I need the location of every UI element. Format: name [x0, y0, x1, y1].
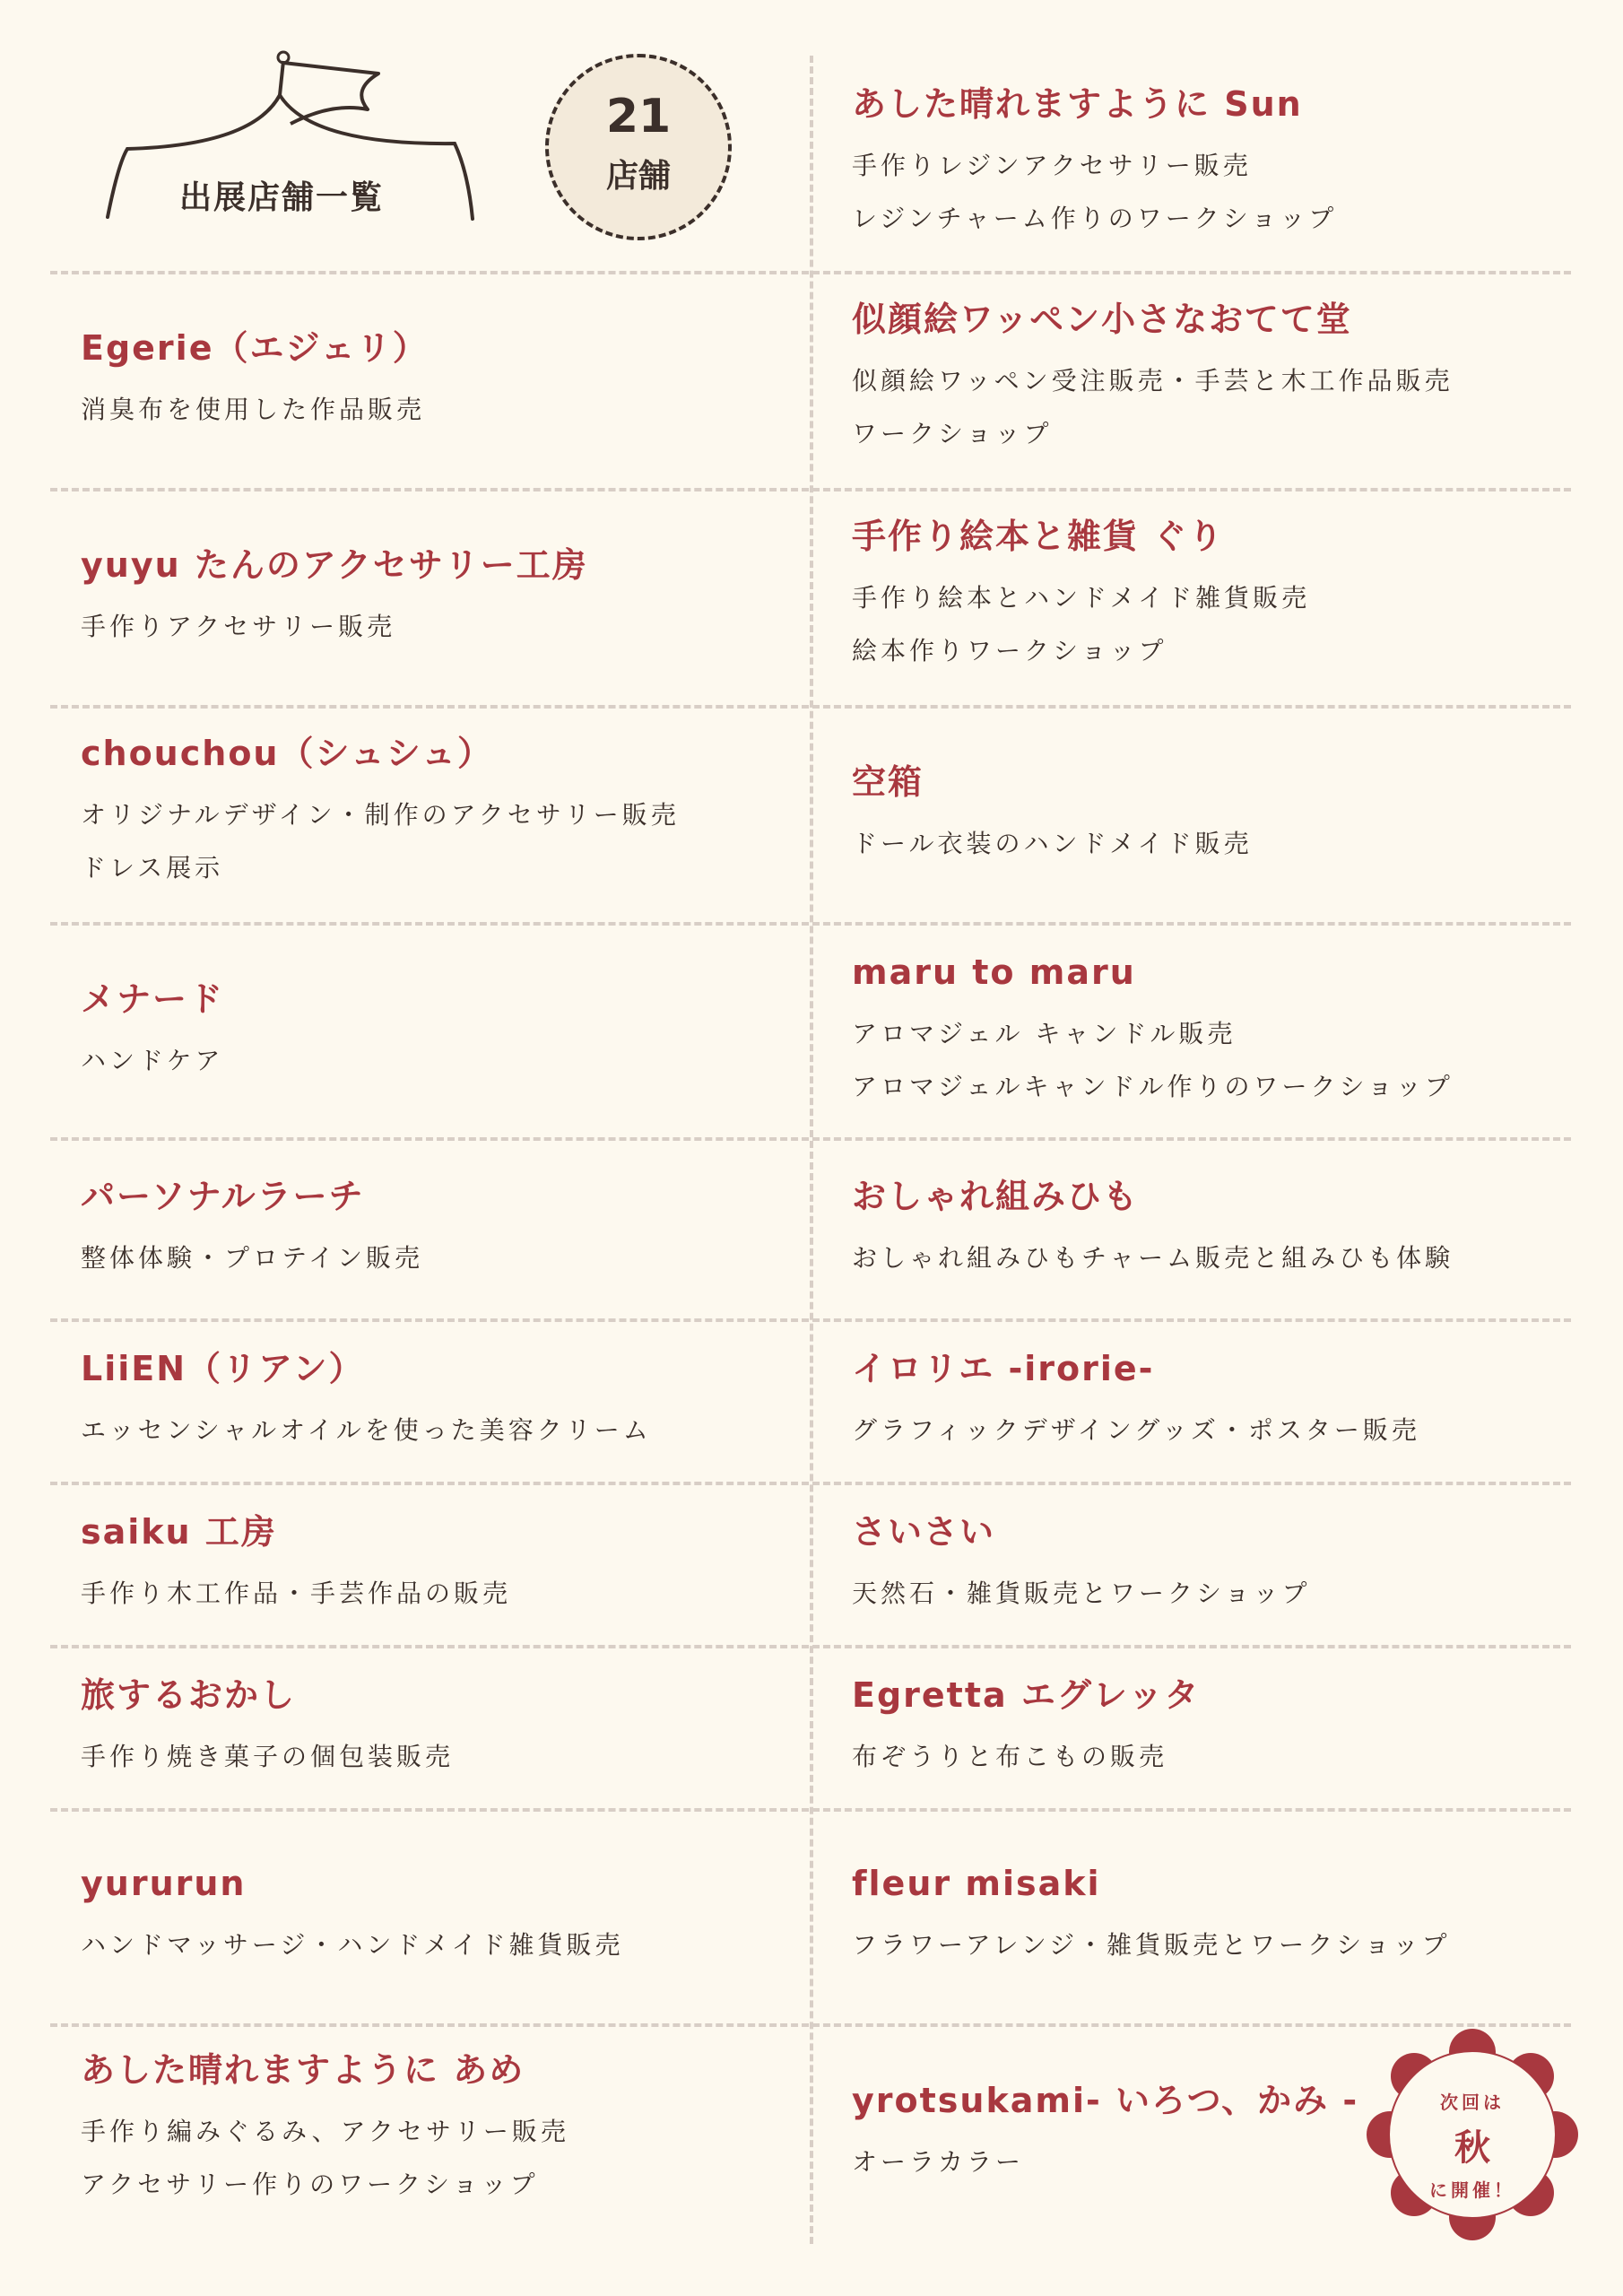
badge-bottom-text: に開催！ — [1429, 2179, 1515, 2201]
store-entry — [81, 547, 798, 641]
store-name: 手作り絵本と雑貨 ぐり — [852, 517, 1225, 556]
store-name: あした晴れますように あめ — [81, 2050, 525, 2090]
store-description: ハンドマッサージ・ハンドメイド雑貨販売 — [81, 1929, 624, 1960]
store-entry — [852, 1351, 1569, 1445]
store-name: maru to maru — [852, 952, 1136, 992]
store-description: 絵本作りワークショップ — [852, 636, 1167, 666]
store-name: yuyu たんのアクセサリー工房 — [81, 545, 588, 585]
store-name: chouchou（シュシュ） — [81, 734, 493, 773]
store-description: 消臭布を使用した作品販売 — [81, 394, 426, 424]
store-description: レジンチャーム作りのワークショップ — [852, 204, 1338, 234]
row-divider — [50, 1137, 1571, 1141]
row-divider — [50, 2023, 1571, 2027]
store-entry — [81, 1866, 798, 1960]
store-count-unit: 店舗 — [605, 158, 671, 195]
store-description: ドレス展示 — [81, 853, 224, 883]
store-name: 似顔絵ワッペン小さなおてて堂 — [852, 300, 1352, 339]
store-description: 手作りアクセサリー販売 — [81, 611, 396, 641]
store-count-badge — [545, 54, 732, 240]
store-description: 布ぞうりと布こもの販売 — [852, 1741, 1168, 1771]
store-name: あした晴れますように Sun — [852, 84, 1303, 124]
store-description: 手作りレジンアクセサリー販売 — [852, 150, 1252, 180]
store-entry — [81, 1677, 798, 1771]
badge-top-text: 次回は — [1440, 2092, 1505, 2113]
row-divider — [50, 922, 1571, 926]
store-entry — [81, 1178, 798, 1273]
store-description: 似顔絵ワッペン受注販売・手芸と木工作品販売 — [852, 365, 1454, 396]
store-description: ワークショップ — [852, 419, 1053, 449]
row-divider — [50, 1482, 1571, 1485]
store-entry — [81, 1351, 798, 1445]
store-name: saiku 工房 — [81, 1512, 277, 1552]
store-description: オリジナルデザイン・制作のアクセサリー販売 — [81, 799, 680, 830]
store-description: 手作り絵本とハンドメイド雑貨販売 — [852, 582, 1311, 613]
store-description: アクセサリー作りのワークショップ — [81, 2170, 539, 2200]
store-description: 手作り木工作品・手芸作品の販売 — [81, 1578, 512, 1608]
store-description: 手作り編みぐるみ、アクセサリー販売 — [81, 2116, 569, 2146]
store-entry — [852, 954, 1569, 1102]
store-description: ドール衣装のハンドメイド販売 — [852, 828, 1253, 858]
store-name: Egretta エグレッタ — [852, 1675, 1201, 1715]
store-name: 空箱 — [852, 762, 924, 802]
store-entry — [81, 2052, 798, 2200]
store-name: 旅するおかし — [81, 1675, 297, 1715]
store-name: fleur misaki — [852, 1864, 1101, 1903]
store-name: おしゃれ組みひも — [852, 1177, 1140, 1216]
store-description: 手作り焼き菓子の個包装販売 — [81, 1741, 455, 1771]
store-name: yrotsukami- いろつ、かみ - — [852, 2081, 1359, 2120]
store-name: LiiEN（リアン） — [81, 1349, 365, 1388]
badge-main-text: 秋 — [1454, 2127, 1490, 2169]
store-name: メナード — [81, 979, 225, 1019]
store-name: yururun — [81, 1864, 247, 1903]
row-divider — [50, 1808, 1571, 1812]
store-description: オーラカラー — [852, 2146, 1025, 2177]
store-description: アロマジェルキャンドル作りのワークショップ — [852, 1072, 1454, 1102]
store-entry — [81, 330, 798, 424]
store-entry — [852, 1514, 1569, 1608]
store-entry — [852, 86, 1569, 234]
store-entry — [852, 301, 1569, 449]
store-description: アロマジェル キャンドル販売 — [852, 1018, 1237, 1048]
row-divider — [50, 705, 1571, 709]
store-entry — [852, 518, 1569, 666]
store-description: グラフィックデザイングッズ・ポスター販売 — [852, 1414, 1420, 1445]
row-divider — [50, 488, 1571, 491]
store-entry — [852, 1866, 1569, 1960]
store-name: さいさい — [852, 1512, 996, 1552]
store-entry — [81, 735, 798, 883]
store-entry — [852, 764, 1569, 858]
store-name: イロリエ -irorie- — [852, 1349, 1155, 1388]
store-description: 整体体験・プロテイン販売 — [81, 1242, 424, 1273]
store-description: フラワーアレンジ・雑貨販売とワークショップ — [852, 1929, 1451, 1960]
store-count-number: 21 — [605, 90, 672, 144]
page-title: 出展店舗一覧 — [179, 179, 385, 216]
store-entry — [852, 1677, 1569, 1771]
store-description: ハンドケア — [81, 1045, 224, 1075]
store-entry — [81, 1514, 798, 1608]
store-entry — [81, 981, 798, 1075]
store-description: 天然石・雑貨販売とワークショップ — [852, 1578, 1311, 1608]
store-description: おしゃれ組みひもチャーム販売と組みひも体験 — [852, 1242, 1454, 1273]
store-name: Egerie（エジェリ） — [81, 328, 429, 368]
store-description: エッセンシャルオイルを使った美容クリーム — [81, 1414, 652, 1445]
row-divider — [50, 1645, 1571, 1648]
row-divider — [50, 271, 1571, 274]
row-divider — [50, 1318, 1571, 1322]
column-divider — [810, 56, 813, 2244]
store-entry — [852, 1178, 1569, 1273]
next-event-badge — [1367, 2029, 1578, 2240]
store-name: パーソナルラーチ — [81, 1177, 365, 1216]
store-entry — [852, 2081, 1359, 2177]
